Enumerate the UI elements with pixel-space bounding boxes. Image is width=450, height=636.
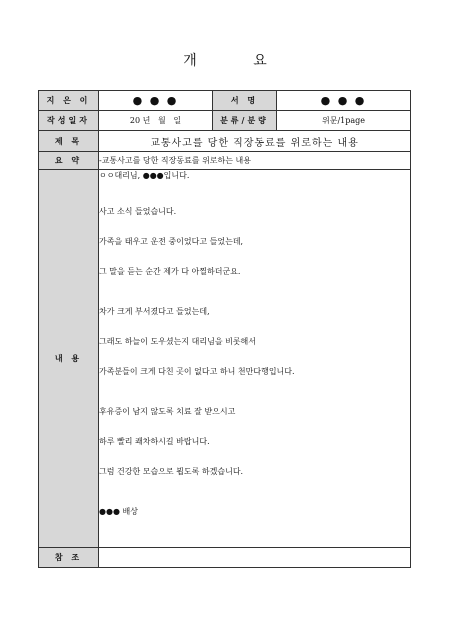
author-row (39, 91, 411, 111)
summary-value: -교통사고를 당한 직장동료를 위로하는 내용 (99, 152, 411, 170)
summary-row (39, 152, 411, 170)
letter-line: 가족을 태우고 운전 중이었다고 들었는데, (99, 237, 244, 246)
subject-row (39, 131, 411, 152)
letter-greeting: ㅇㅇ대리님, ●●●입니다. (99, 171, 190, 180)
document-title: 개 요 (183, 53, 293, 69)
signature-value: ● ● ● (277, 91, 411, 111)
content-row (39, 170, 411, 548)
letter-line: 차가 크게 부서졌다고 들었는데, (99, 307, 210, 316)
content-label: 내 용 (39, 170, 99, 548)
author-label: 지 은 이 (39, 91, 99, 111)
letter-line: 하루 빨리 쾌차하시길 바랍니다. (99, 437, 210, 446)
author-value: ● ● ● (99, 91, 213, 111)
summary-form-table (38, 90, 411, 568)
date-label: 작성일자 (39, 111, 99, 131)
reference-value (99, 548, 411, 568)
letter-body (99, 170, 411, 548)
subject-label: 제 목 (39, 131, 99, 152)
letter-closing: ●●● 배상 (99, 507, 138, 516)
letter-line: 가족분들이 크게 다친 곳이 없다고 하니 천만다행입니다. (99, 367, 295, 376)
signature-label: 서 명 (213, 91, 277, 111)
subject-value: 교통사고를 당한 직장동료를 위로하는 내용 (99, 131, 411, 152)
letter-line: 그래도 하늘이 도우셨는지 대리님을 비롯해서 (99, 337, 257, 346)
letter-line: 그 말을 듣는 순간 제가 다 아찔하더군요. (99, 267, 241, 276)
category-label: 분류/분량 (213, 111, 277, 131)
summary-label: 요 약 (39, 152, 99, 170)
letter-line: 사고 소식 들었습니다. (99, 207, 177, 216)
category-value: 위문/1page (277, 111, 411, 131)
letter-line: 후유증이 남지 않도록 치료 잘 받으시고 (99, 407, 236, 416)
letter-line: 그럼 건강한 모습으로 뵙도록 하겠습니다. (99, 467, 244, 476)
reference-label: 참 조 (39, 548, 99, 568)
reference-row (39, 548, 411, 568)
date-row (39, 111, 411, 131)
date-value: 20 년 월 일 (99, 111, 213, 131)
